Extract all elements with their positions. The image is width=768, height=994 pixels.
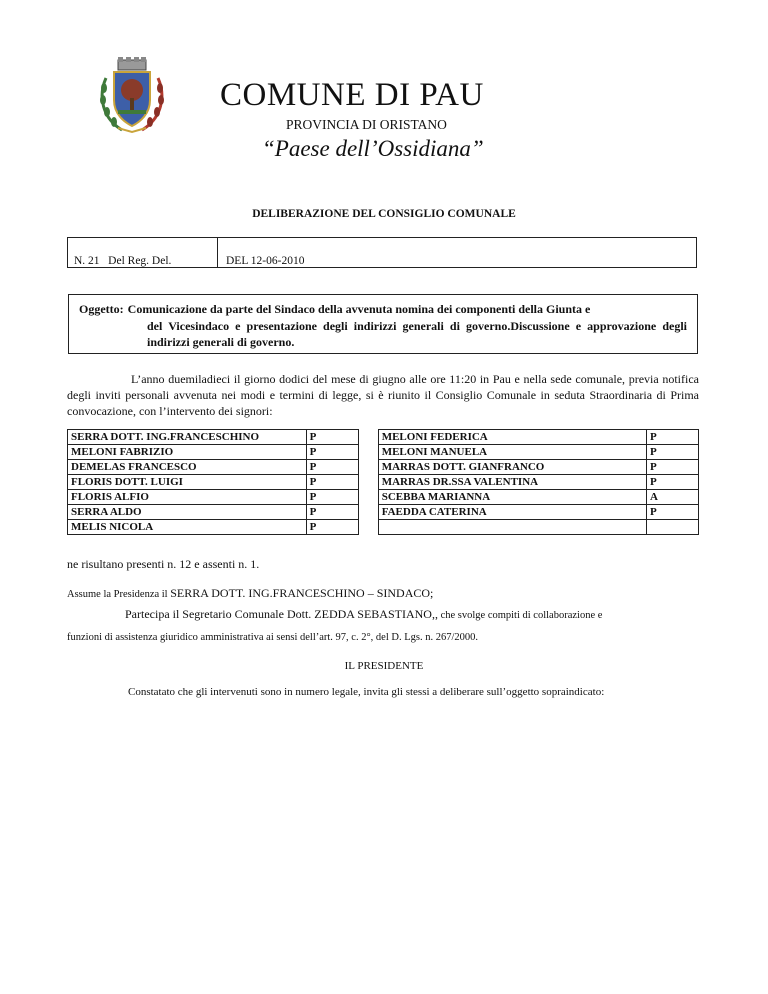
member-status: A [647, 490, 699, 505]
member-status: P [647, 505, 699, 520]
member-status: P [306, 490, 358, 505]
secretary-legal-ref: funzioni di assistenza giuridico amministrativa ai sensi dell’art. 97, c. 2°, del D. Lgs. n. 267/2000. [67, 632, 478, 643]
member-name: MELONI FABRIZIO [68, 445, 307, 460]
member-status: P [306, 430, 358, 445]
document-type-heading: DELIBERAZIONE DEL CONSIGLIO COMUNALE [252, 208, 516, 220]
presidency-line [67, 586, 433, 601]
subject-first-line: Comunicazione da parte del Sindaco della avvenuta nomina dei componenti della Giunta e [127, 302, 591, 316]
presidency-prefix: Assume la Presidenza il [67, 589, 171, 600]
table-row [68, 520, 699, 535]
member-name: DEMELAS FRANCESCO [68, 460, 307, 475]
registry-date: DEL 12-06-2010 [226, 255, 305, 267]
registry-number: N. 21 Del Reg. Del. [74, 255, 172, 267]
member-status: P [647, 430, 699, 445]
member-name: FLORIS DOTT. LUIGI [68, 475, 307, 490]
intro-text: L’anno duemiladieci il giorno dodici del mese di giugno alle ore 11:20 in Pau e nella sede comunale, previa notifica degli inviti personali avvenuta nei modi e termini di legge, si è riunito il Consiglio Comunale in seduta Straordinaria di Prima convocazione, con l’intervento dei signori: [67, 372, 699, 418]
member-name: SCEBBA MARIANNA [378, 490, 646, 505]
member-status: P [647, 445, 699, 460]
attendance-summary: ne risultano presenti n. 12 e assenti n. 1. [67, 557, 260, 571]
secretary-paragraph [67, 604, 699, 648]
member-status: P [306, 520, 358, 535]
member-name: FLORIS ALFIO [68, 490, 307, 505]
member-name: SERRA DOTT. ING.FRANCESCHINO [68, 430, 307, 445]
member-status: P [306, 445, 358, 460]
quorum-statement: Constatato che gli intervenuti sono in numero legale, invita gli stessi a deliberare sull’oggetto sopraindicato: [128, 686, 605, 698]
member-name: MELONI FEDERICA [378, 430, 646, 445]
secretary-role: che svolge compiti di collaborazione e [437, 610, 603, 621]
member-name: MELONI MANUELA [378, 445, 646, 460]
subject-continuation: del Vicesindaco e presentazione degli indirizzi generali di governo.Discussione e approvazione degli indirizzi generali di governo. [147, 318, 687, 349]
member-status: P [647, 475, 699, 490]
table-row [68, 445, 699, 460]
column-gap [358, 445, 378, 460]
table-row [68, 430, 699, 445]
member-name: MARRAS DOTT. GIANFRANCO [378, 460, 646, 475]
column-gap [358, 505, 378, 520]
member-name: MARRAS DR.SSA VALENTINA [378, 475, 646, 490]
member-name: MELIS NICOLA [68, 520, 307, 535]
municipality-title: COMUNE DI PAU [220, 77, 484, 113]
subject-label: Oggetto: [79, 302, 124, 316]
table-row [68, 475, 699, 490]
member-status: P [647, 460, 699, 475]
table-row [68, 505, 699, 520]
il-presidente-heading: IL PRESIDENTE [344, 660, 424, 672]
column-gap [358, 460, 378, 475]
attendance-table [67, 429, 699, 535]
member-status [647, 520, 699, 535]
member-name: SERRA ALDO [68, 505, 307, 520]
municipality-motto: “Paese dell’Ossidiana” [262, 136, 484, 161]
province-name: PROVINCIA DI ORISTANO [286, 117, 447, 132]
column-gap [358, 520, 378, 535]
registry-box [67, 237, 697, 268]
member-name: FAEDDA CATERINA [378, 505, 646, 520]
member-name [378, 520, 646, 535]
table-row [68, 490, 699, 505]
column-gap [358, 490, 378, 505]
table-row [68, 460, 699, 475]
member-status: P [306, 460, 358, 475]
column-gap [358, 430, 378, 445]
municipal-crest-icon [96, 56, 168, 136]
column-gap [358, 475, 378, 490]
secretary-name: Partecipa il Segretario Comunale Dott. ZEDDA SEBASTIANO,, [125, 607, 438, 621]
intro-paragraph [67, 371, 699, 419]
subject-box [68, 294, 698, 354]
president-name: SERRA DOTT. ING.FRANCESCHINO – SINDACO; [170, 586, 434, 600]
member-status: P [306, 505, 358, 520]
member-status: P [306, 475, 358, 490]
